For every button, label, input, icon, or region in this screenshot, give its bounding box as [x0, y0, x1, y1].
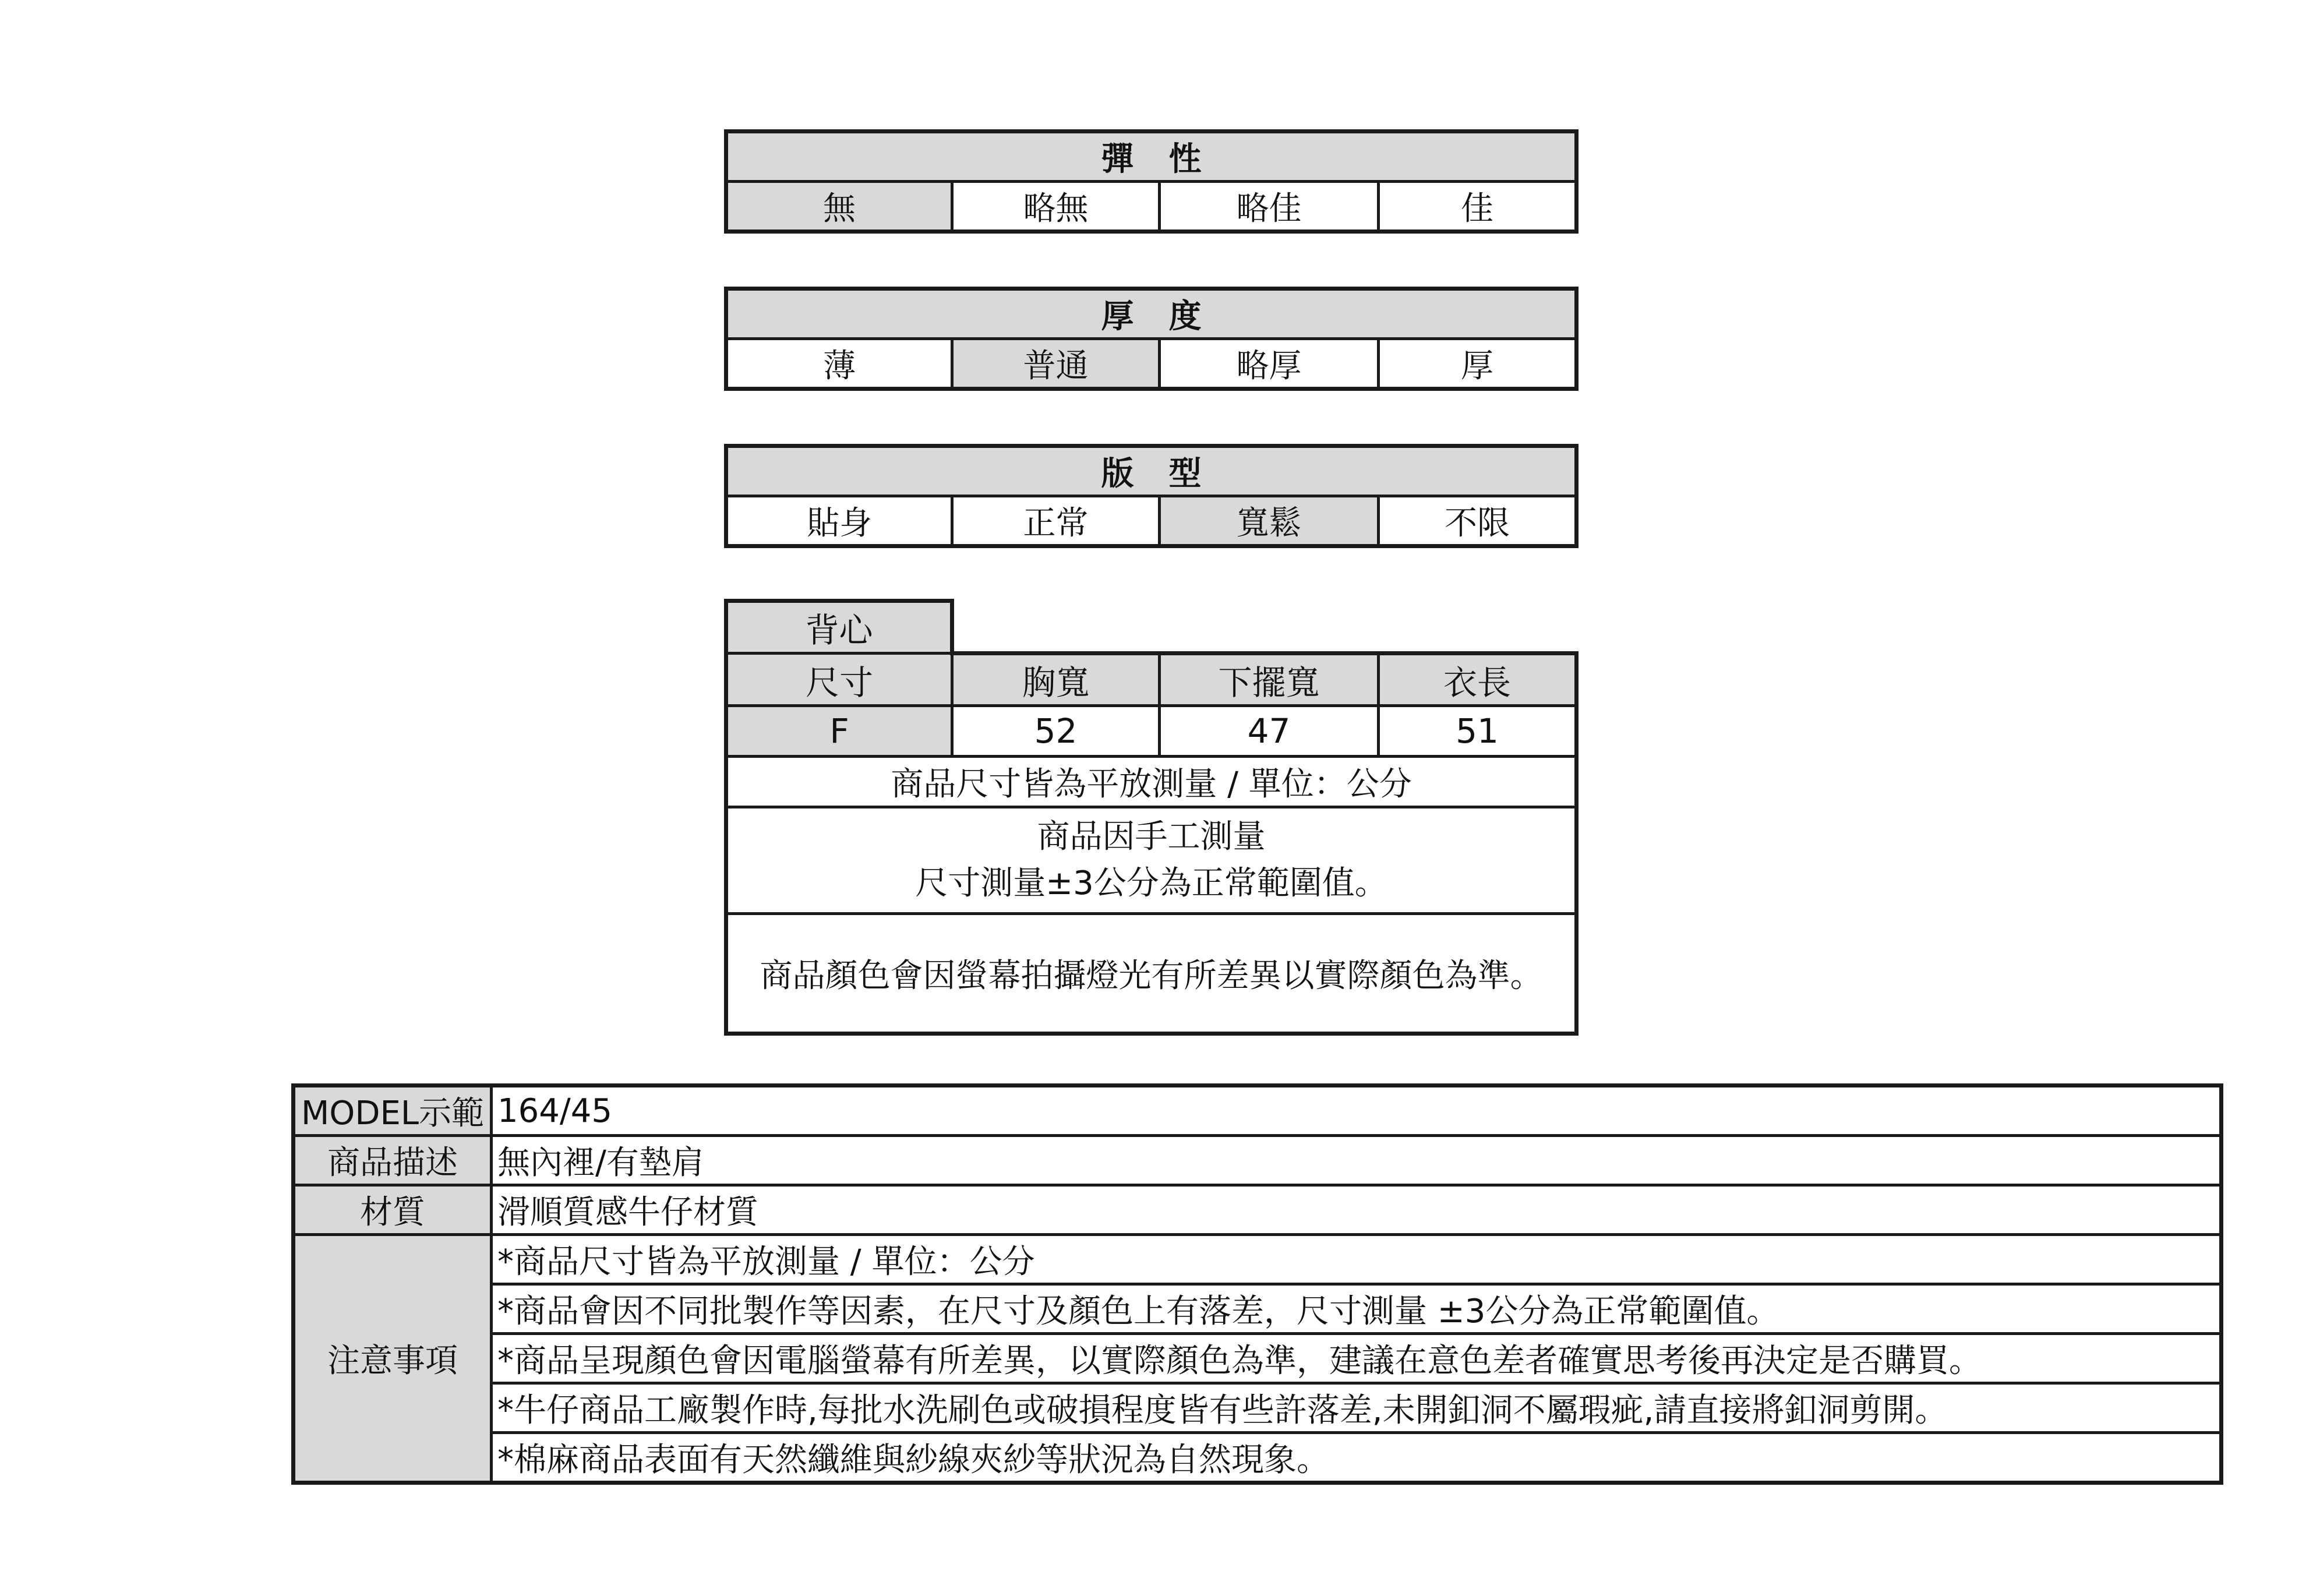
size-header-row [726, 654, 1577, 706]
tolerance-note [726, 807, 1577, 914]
size-header-hem: 下擺寬 [1160, 654, 1379, 706]
size-header-chest: 胸寬 [952, 654, 1160, 706]
elasticity-option-none: 無 [726, 182, 952, 232]
model-label: MODEL示範 [294, 1086, 492, 1136]
size-header-size: 尺寸 [726, 654, 952, 706]
table-row [294, 1334, 2222, 1383]
table-row [294, 1136, 2222, 1185]
tolerance-note-line-1: 商品因手工測量 [1037, 818, 1266, 856]
chest-value: 52 [952, 706, 1160, 757]
notes-label: 注意事項 [294, 1235, 492, 1483]
table-row [294, 1185, 2222, 1235]
note-item: *商品呈現顏色會因電腦螢幕有所差異，以實際顏色為準，建議在意色差者確實思考後再決定是否購買。 [492, 1334, 2222, 1383]
material-label: 材質 [294, 1185, 492, 1235]
size-category-label: 背心 [726, 601, 952, 654]
elasticity-table [724, 129, 1579, 234]
elasticity-option-slightly-good: 略佳 [1160, 182, 1379, 232]
table-row [294, 1433, 2222, 1483]
color-note: 商品顏色會因螢幕拍攝燈光有所差異以實際顏色為準。 [726, 914, 1577, 1034]
fit-table [724, 444, 1579, 548]
note-item: *商品會因不同批製作等因素，在尺寸及顏色上有落差，尺寸測量 ±3公分為正常範圍值。 [492, 1284, 2222, 1334]
note-item: *商品尺寸皆為平放測量 / 單位：公分 [492, 1235, 2222, 1284]
elasticity-option-good: 佳 [1379, 182, 1577, 232]
elasticity-option-slightly-none: 略無 [952, 182, 1160, 232]
description-value: 無內裡/有墊肩 [492, 1136, 2222, 1185]
fit-option-slim: 貼身 [726, 496, 952, 546]
thickness-table [724, 287, 1579, 391]
model-value: 164/45 [492, 1086, 2222, 1136]
thickness-option-thin: 薄 [726, 339, 952, 389]
table-row [294, 1086, 2222, 1136]
note-item: *棉麻商品表面有天然纖維與紗線夾紗等狀況為自然現象。 [492, 1433, 2222, 1483]
tolerance-note-line-2: 尺寸測量±3公分為正常範圍值。 [915, 864, 1387, 902]
thickness-option-normal: 普通 [952, 339, 1160, 389]
size-table [724, 599, 1579, 1036]
material-value: 滑順質感牛仔材質 [492, 1185, 2222, 1235]
elasticity-title: 彈性 [726, 132, 1577, 182]
note-item: *牛仔商品工廠製作時,每批水洗刷色或破損程度皆有些許落差,未開釦洞不屬瑕疵,請直接將釦洞剪開。 [492, 1383, 2222, 1433]
table-row [294, 1284, 2222, 1334]
fit-title: 版型 [726, 446, 1577, 496]
thickness-title: 厚度 [726, 289, 1577, 339]
thickness-option-thick: 厚 [1379, 339, 1577, 389]
details-table [291, 1083, 2223, 1485]
fit-option-regular: 正常 [952, 496, 1160, 546]
measurement-note: 商品尺寸皆為平放測量 / 單位：公分 [726, 757, 1577, 807]
size-value: F [726, 706, 952, 757]
size-header-length: 衣長 [1379, 654, 1577, 706]
hem-value: 47 [1160, 706, 1379, 757]
fit-option-any: 不限 [1379, 496, 1577, 546]
length-value: 51 [1379, 706, 1577, 757]
description-label: 商品描述 [294, 1136, 492, 1185]
thickness-option-slightly-thick: 略厚 [1160, 339, 1379, 389]
fit-option-loose: 寬鬆 [1160, 496, 1379, 546]
table-row [294, 1383, 2222, 1433]
table-row [294, 1235, 2222, 1284]
table-row [726, 706, 1577, 757]
